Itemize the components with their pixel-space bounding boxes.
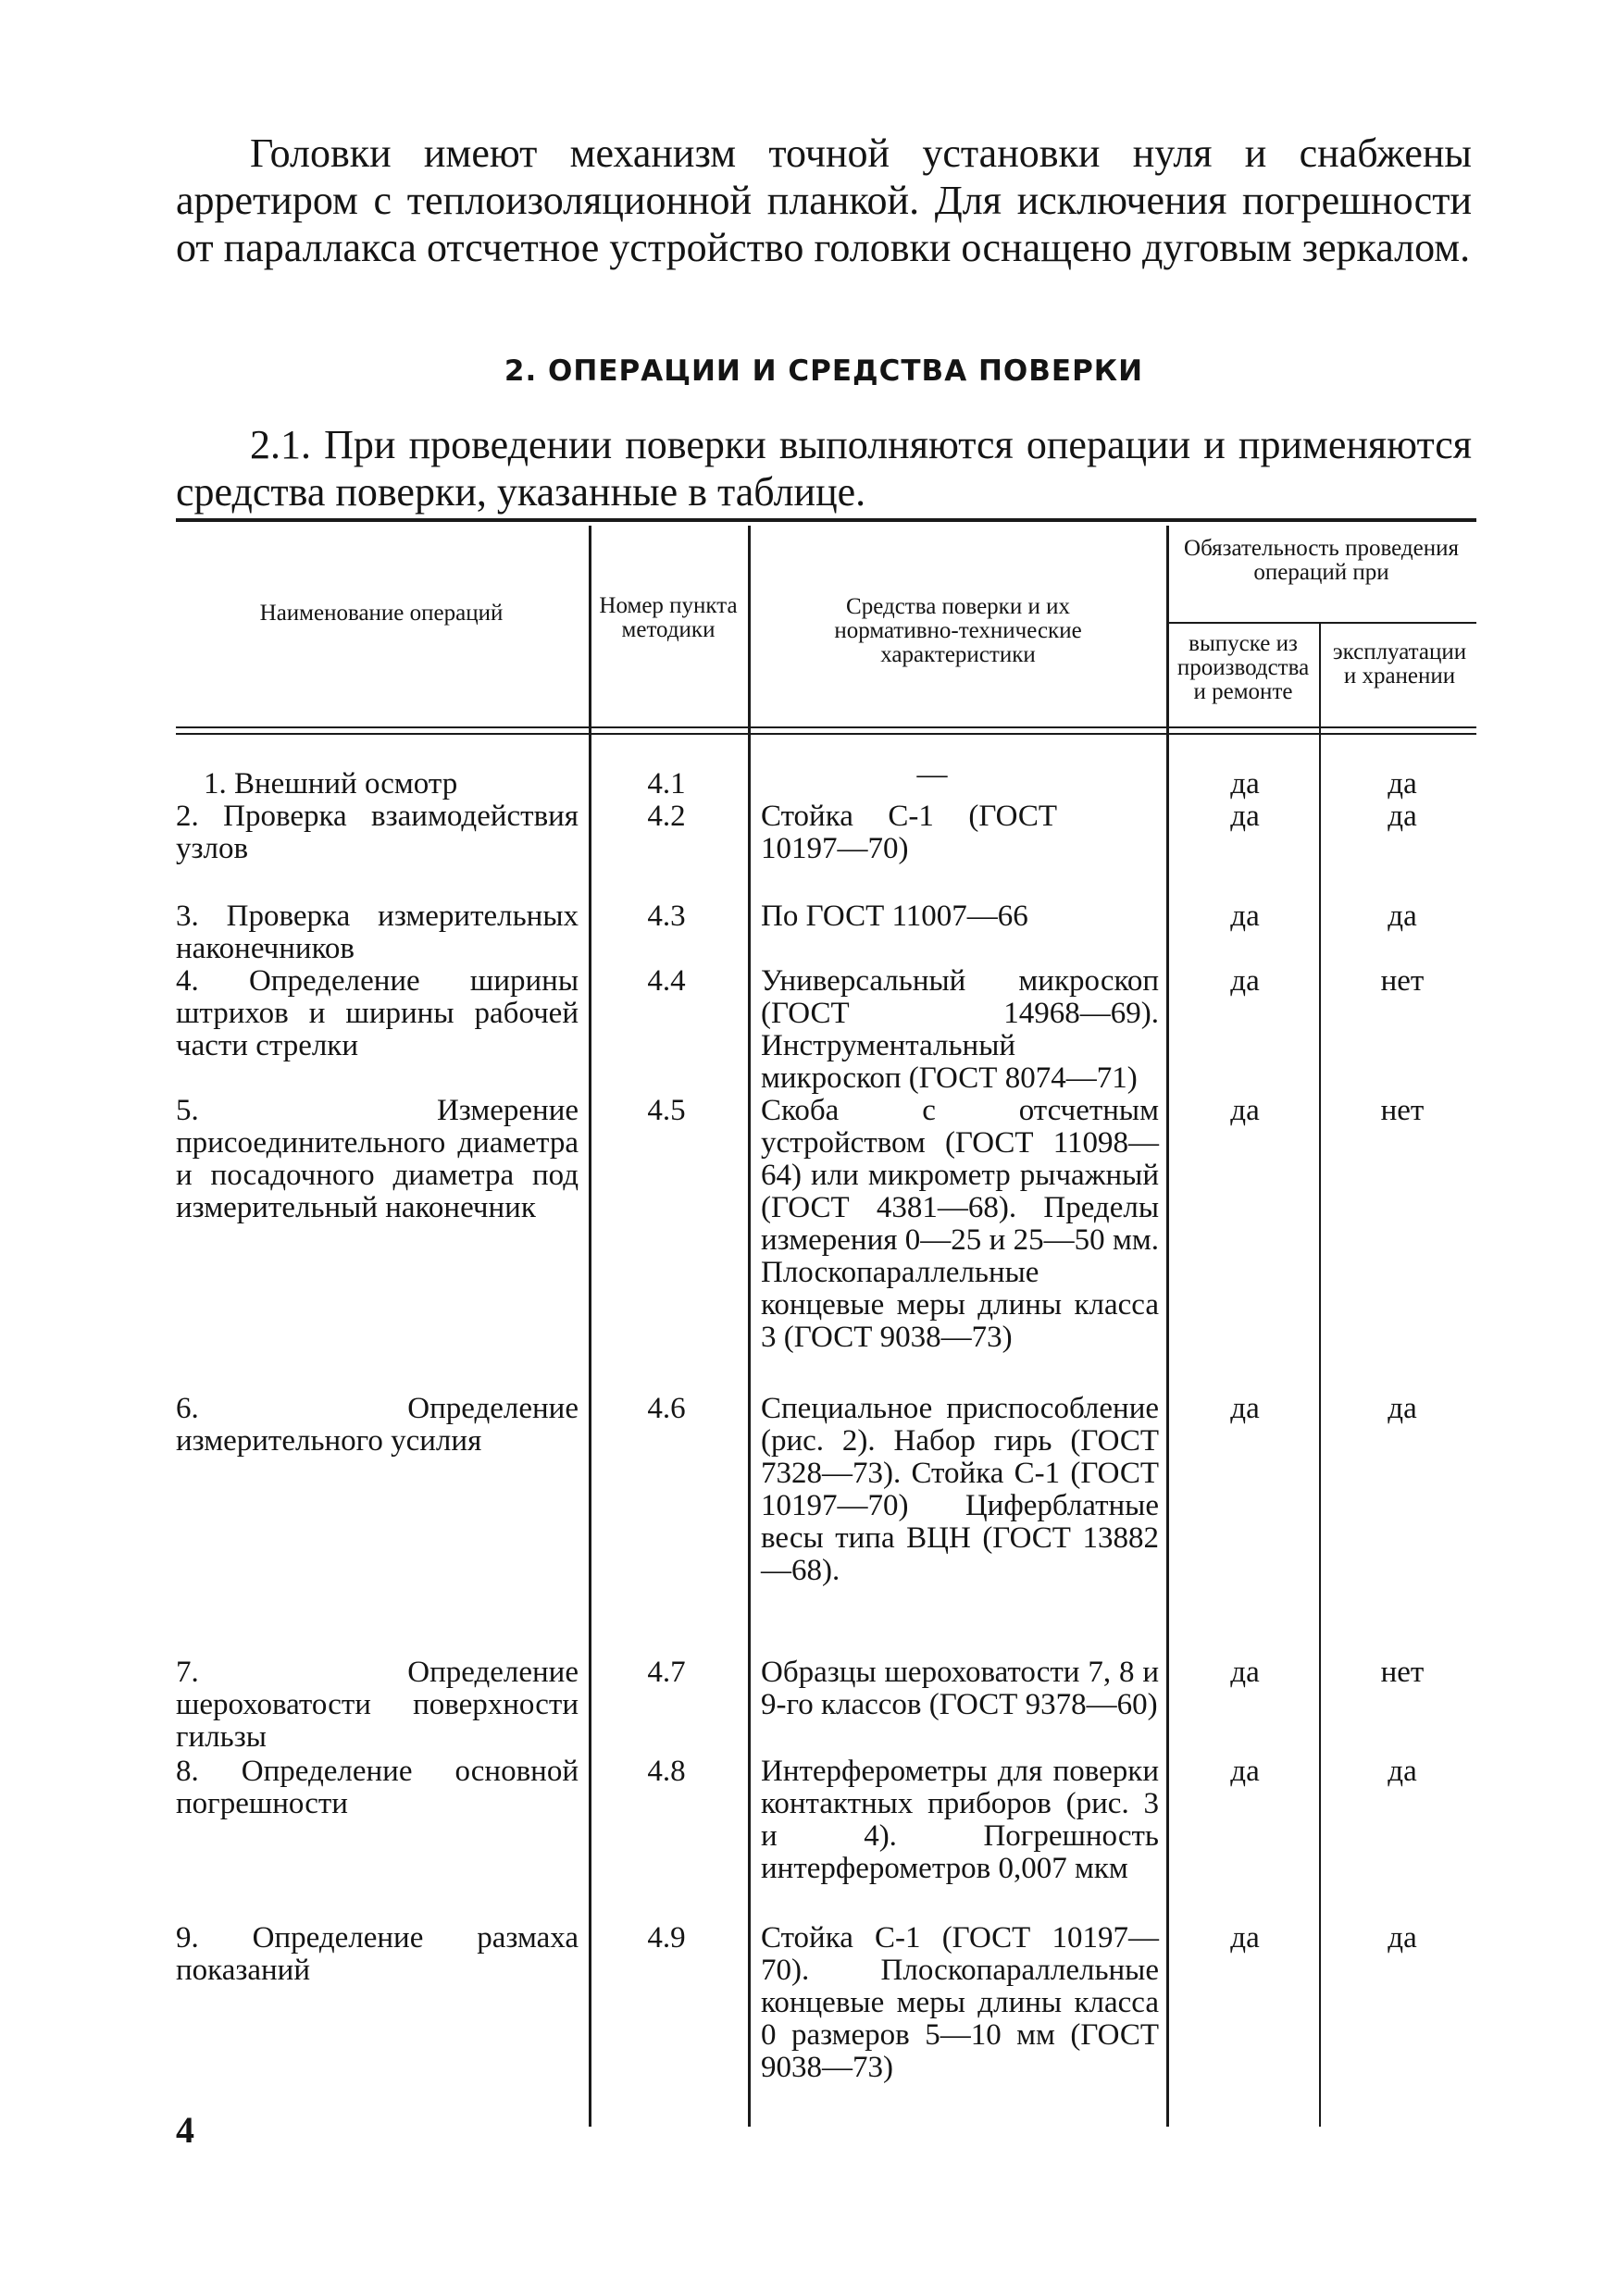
table-row-4-item: 4.4 (647, 964, 686, 998)
table-row-8-storage: да (1388, 1755, 1417, 1788)
table-row-9-means: Стойка С-1 (ГОСТ 10197—70). Плоскопараллельные концевые меры длины класса 0 размеров 5—10 мм (ГОСТ 9038—73) (761, 1921, 1159, 2084)
table-row-8-item: 4.8 (647, 1755, 686, 1788)
table-row-9-storage: да (1388, 1921, 1417, 1955)
table-row-3-operation: 3. Проверка измерительных наконечников (176, 900, 579, 965)
table-row-7-item: 4.7 (647, 1656, 686, 1689)
table-row-3-means: По ГОСТ 11007—66 (761, 900, 1028, 933)
table-row-2-means: Стойка С-1 (ГОСТ 10197—70) (761, 800, 1057, 865)
table-row-1-release: да (1230, 767, 1260, 800)
table-row-6-operation: 6. Определение измерительного усилия (176, 1392, 579, 1458)
table-row-5-item: 4.5 (647, 1094, 686, 1127)
col-divider-4 (1319, 624, 1321, 2127)
table-row-1-operation: 1. Внешний осмотр (204, 767, 458, 800)
table-row-3-storage: да (1388, 900, 1417, 933)
mandatory-subheader-rule (1168, 622, 1476, 624)
table-row-3-release: да (1230, 900, 1260, 933)
table-row-7-storage: нет (1380, 1656, 1425, 1689)
table-row-5-release: да (1230, 1094, 1260, 1127)
table-header-rule (176, 726, 1476, 728)
table-row-7-operation: 7. Определение шероховатости поверхности гильзы (176, 1656, 579, 1754)
table-row-8-release: да (1230, 1755, 1260, 1788)
col-divider-1 (589, 526, 591, 2127)
header-release: выпуске из производства и ремонте (1176, 631, 1310, 704)
table-row-1-storage: да (1388, 767, 1417, 800)
col-divider-3 (1166, 526, 1169, 2127)
header-operation: Наименование операций (259, 601, 504, 626)
table-row-5-means: Скоба с отсчетным устройством (ГОСТ 11098—64) или микрометр рычажный (ГОСТ 4381—68). Пределы измерения 0—25 и 25—50 мм. Плоскопараллельные концевые меры длины класса 3 (ГОСТ 9038—73) (761, 1094, 1159, 1354)
table-row-6-release: да (1230, 1392, 1260, 1425)
table-row-6-storage: да (1388, 1392, 1417, 1425)
intro-paragraph: Головки имеют механизм точной установки нуля и снабжены арретиром с теплоизоляционной планкой. Для исключения погрешности от параллакса отсчетное устройство головки оснащено дуговым зеркалом. (176, 130, 1472, 270)
table-row-1-means: — (916, 758, 948, 791)
table-row-8-means: Интерферометры для поверки контактных приборов (рис. 3 и 4). Погрешность интерферометров 0,007 мкм (761, 1755, 1159, 1885)
header-item-number: Номер пункта методики (599, 593, 738, 642)
table-row-4-means: Универсальный микроскоп (ГОСТ 14968—69). Инструментальный микроскоп (ГОСТ 8074—71) (761, 964, 1159, 1095)
table-row-7-release: да (1230, 1656, 1260, 1689)
paragraph-2-1: 2.1. При проведении поверки выполняются операции и применяются средства поверки, указанные в таблице. (176, 422, 1472, 515)
col-divider-2 (748, 526, 751, 2127)
page-number: 4 (176, 2109, 194, 2151)
table-row-6-means: Специальное приспособление (рис. 2). Набор гирь (ГОСТ 7328—73). Стойка С-1 (ГОСТ 10197—70) Циферблатные весы типа ВЦН (ГОСТ 13882—68). (761, 1392, 1159, 1587)
table-row-9-operation: 9. Определение размаха показаний (176, 1921, 579, 1987)
table-header-rule-2 (176, 733, 1476, 735)
table-row-2-storage: да (1388, 800, 1417, 833)
table-row-9-item: 4.9 (647, 1921, 686, 1955)
table-row-4-release: да (1230, 964, 1260, 998)
section-title: 2. ОПЕРАЦИИ И СРЕДСТВА ПОВЕРКИ (504, 354, 1144, 388)
table-row-1-item: 4.1 (647, 767, 686, 800)
table-top-rule (176, 518, 1476, 522)
table-row-4-operation: 4. Определение ширины штрихов и ширины рабочей части стрелки (176, 964, 579, 1062)
table-row-4-storage: нет (1380, 964, 1425, 998)
table-row-9-release: да (1230, 1921, 1260, 1955)
table-row-5-operation: 5. Измерение присоединительного диаметра и посадочного диаметра под измерительный наконечник (176, 1094, 579, 1224)
table-row-6-item: 4.6 (647, 1392, 686, 1425)
table-row-2-release: да (1230, 800, 1260, 833)
table-row-8-operation: 8. Определение основной погрешности (176, 1755, 579, 1820)
header-mandatory: Обязательность проведения операций при (1184, 536, 1459, 585)
header-means: Средства поверки и их нормативно-технические характеристики (834, 594, 1082, 667)
table-row-2-operation: 2. Проверка взаимодействия узлов (176, 800, 579, 865)
table-row-7-means: Образцы шероховатости 7, 8 и 9-го классов (ГОСТ 9378—60) (761, 1656, 1159, 1721)
header-operation-storage: эксплуатации и хранении (1332, 639, 1467, 689)
table-row-5-storage: нет (1380, 1094, 1425, 1127)
table-row-3-item: 4.3 (647, 900, 686, 933)
table-row-2-item: 4.2 (647, 800, 686, 833)
